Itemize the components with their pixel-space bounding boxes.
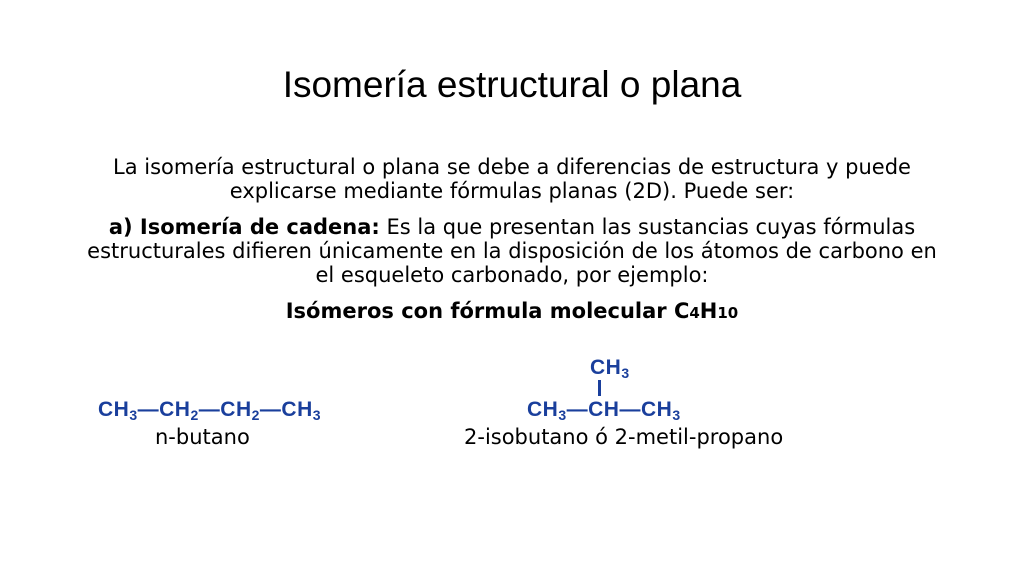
isobutane-main-chain: CH3—CH—CH3 [527,398,681,423]
isomers-heading-sub1: 4 [689,304,700,322]
isobutane-caption: 2-isobutano ó 2-metil-propano [464,425,784,449]
slide-body [80,155,944,325]
n-butane-caption: n-butano [155,425,250,449]
chain-isomerism-text: Es la que presentan las sustancias cuyas fórmulas estructurales difieren únicamente en la disposición de los átomos de carbono en el esqueleto carbonado, por ejemplo: [87,215,937,287]
slide-title: Isomería estructural o plana [282,64,742,105]
isobutane-branch: CH3 [590,356,630,381]
chain-isomerism-label: a) Isomería de cadena: [108,215,380,239]
chain-isomerism-paragraph [80,215,944,287]
isomers-heading-text: Isómeros con fórmula molecular C [285,299,690,323]
isobutane-vertical-bond [598,380,601,396]
isomers-heading [80,299,944,325]
intro-paragraph: La isomería estructural o plana se debe a diferencias de estructura y puede explicarse mediante fórmulas planas (2D). Puede ser: [113,155,911,203]
isomers-heading-sub2: 10 [717,304,739,322]
isomers-heading-mid: H [699,299,718,323]
n-butane-formula: CH3—CH2—CH2—CH3 [98,398,322,423]
